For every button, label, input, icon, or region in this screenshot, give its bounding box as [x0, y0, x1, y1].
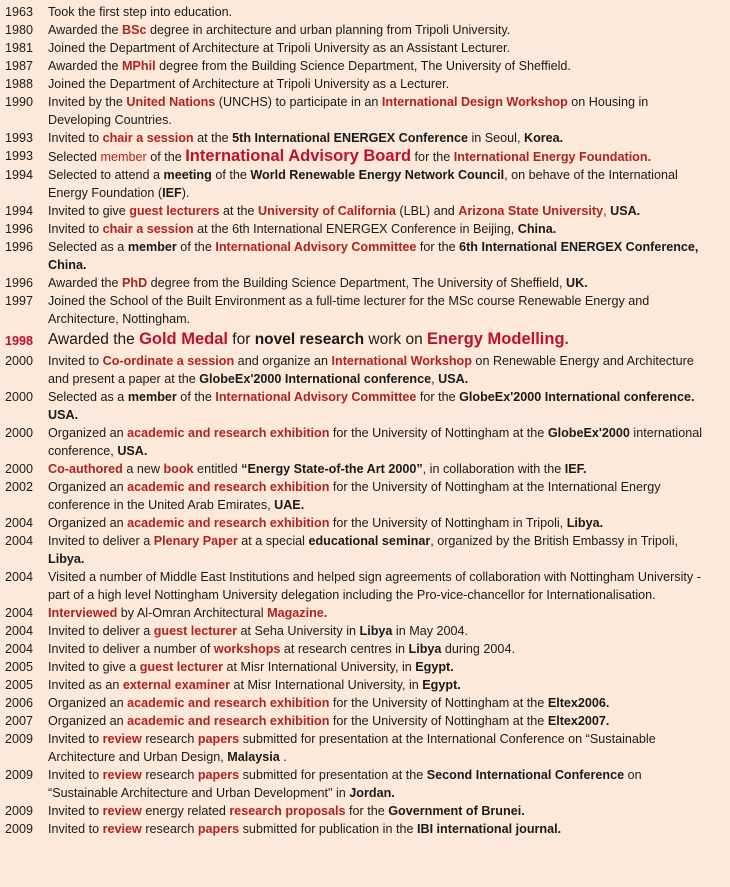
entry-year: 2000	[5, 462, 34, 476]
timeline-entry	[0, 514, 730, 532]
timeline-entry	[0, 820, 730, 838]
plain-text: Invited to	[48, 804, 103, 818]
highlight-text: Government of Brunei.	[388, 804, 525, 818]
highlight-text: Korea.	[523, 131, 564, 145]
plain-text: and organize an	[234, 354, 332, 368]
entry-year: 2005	[5, 660, 34, 674]
timeline-entry	[0, 352, 730, 388]
entry-text	[48, 424, 730, 460]
plain-text: research	[141, 768, 198, 782]
plain-text: for the	[411, 150, 454, 164]
plain-text: Joined the Department of Architecture at Tripoli University as a Lecturer.	[48, 77, 450, 91]
highlight-text: external examiner	[122, 678, 231, 692]
highlight-text: novel research	[254, 331, 365, 348]
plain-text: Selected	[48, 150, 101, 164]
highlight-text: 5th International ENERGEX Conference	[232, 131, 468, 145]
timeline-entry	[0, 75, 730, 93]
timeline-entry	[0, 220, 730, 238]
entry-text	[48, 274, 730, 292]
entry-year: 2009	[5, 732, 34, 746]
plain-text: Invited to give a	[48, 660, 140, 674]
highlight-text: review	[102, 732, 142, 746]
highlight-text: GlobeEx'2000 International conference	[199, 372, 432, 386]
plain-text: of the	[176, 240, 216, 254]
entry-text	[48, 3, 730, 21]
plain-text: for the University of Nottingham at the	[329, 714, 548, 728]
highlight-text: Malaysia	[227, 750, 280, 764]
plain-text: Selected as a	[48, 390, 128, 404]
timeline-entry	[0, 640, 730, 658]
entry-year: 1993	[5, 131, 34, 145]
timeline-entry	[0, 622, 730, 640]
entry-year: 1998	[5, 334, 34, 348]
entry-text	[48, 694, 730, 712]
timeline-entry	[0, 460, 730, 478]
entry-text	[48, 712, 730, 730]
plain-text: at Misr International University, in	[223, 660, 416, 674]
plain-text: Joined the Department of Architecture at Tripoli University as an Assistant Lecturer.	[48, 41, 510, 55]
highlight-text: member	[127, 240, 177, 254]
highlight-text: papers	[197, 768, 240, 782]
plain-text: research	[141, 822, 198, 836]
highlight-text: IEF.	[564, 462, 587, 476]
highlight-text: International Advisory Board	[185, 147, 412, 165]
highlight-text: guest lecturers	[129, 204, 220, 218]
plain-text: for	[227, 331, 255, 348]
highlight-text: member	[127, 390, 177, 404]
entry-year: 2000	[5, 426, 34, 440]
highlight-text: Second International Conference	[426, 768, 625, 782]
entry-year: 2004	[5, 624, 34, 638]
entry-text	[48, 328, 730, 351]
highlight-text: International Design Workshop	[381, 95, 568, 109]
plain-text: Organized an	[48, 696, 128, 710]
plain-text: for the University of Nottingham at the	[329, 696, 548, 710]
plain-text: , on behave of the International Energy Foundation (	[48, 168, 678, 200]
plain-text: Invited to	[48, 354, 103, 368]
timeline-entry	[0, 694, 730, 712]
timeline-entry	[0, 676, 730, 694]
plain-text: Invited to	[48, 131, 103, 145]
highlight-text: IEF	[162, 186, 182, 200]
plain-text: Invited to deliver a number of	[48, 642, 214, 656]
timeline-entry	[0, 568, 730, 604]
entry-text	[48, 658, 730, 676]
entry-text	[48, 39, 730, 57]
entry-year: 2004	[5, 534, 34, 548]
entry-year: 1996	[5, 240, 34, 254]
highlight-text: papers	[197, 732, 240, 746]
highlight-text: academic and research exhibition	[127, 714, 330, 728]
highlight-text: academic and research exhibition	[127, 426, 330, 440]
highlight-text: Co-authored	[48, 462, 123, 476]
timeline-entry	[0, 129, 730, 147]
plain-text: ,	[431, 372, 439, 386]
highlight-text: USA.	[438, 372, 469, 386]
highlight-text: Energy Modelling	[427, 330, 565, 348]
entry-year: 1987	[5, 59, 34, 73]
timeline-entry	[0, 532, 730, 568]
plain-text: Invited to deliver a	[48, 534, 154, 548]
entry-text	[48, 532, 730, 568]
entry-text	[48, 802, 730, 820]
highlight-text: Libya.	[566, 516, 604, 530]
plain-text: research	[141, 732, 198, 746]
plain-text: at Misr International University, in	[230, 678, 423, 692]
timeline-entry	[0, 802, 730, 820]
plain-text: of the	[146, 150, 186, 164]
highlight-text: International Advisory Committee	[215, 390, 417, 404]
plain-text: Invited to give	[48, 204, 130, 218]
highlight-text: World Renewable Energy Network Council	[250, 168, 505, 182]
plain-text: Took the first step into education.	[48, 5, 233, 19]
plain-text: at the	[193, 131, 233, 145]
entry-text	[48, 730, 730, 766]
timeline-entry	[0, 166, 730, 202]
plain-text: at a special	[237, 534, 309, 548]
plain-text: in Seoul,	[467, 131, 524, 145]
entry-text	[48, 220, 730, 238]
entry-text	[48, 514, 730, 532]
entry-year: 2004	[5, 642, 34, 656]
plain-text: submitted for publication in the	[239, 822, 417, 836]
plain-text: Invited to deliver a	[48, 624, 154, 638]
entry-text	[48, 57, 730, 75]
highlight-text: review	[102, 822, 142, 836]
highlight-text: workshops	[213, 642, 281, 656]
plain-text: a new	[122, 462, 164, 476]
plain-text: submitted for presentation at the International Conference on “Sustainable Architecture and Urban Design,	[48, 732, 656, 764]
highlight-text: Gold Medal	[139, 330, 228, 348]
plain-text: ,	[603, 204, 611, 218]
highlight-text: Jordan.	[349, 786, 395, 800]
plain-text: Visited a number of Middle East Institutions and helped sign agreements of collaboration with Nottingham University - part of a high level Nottingham University delegation including the Pro-vice-chancellor for Internationalisation.	[48, 570, 701, 602]
plain-text: Invited to	[48, 822, 103, 836]
entry-year: 1980	[5, 23, 34, 37]
plain-text: degree from the Building Science Department, The University of Sheffield,	[147, 276, 567, 290]
highlight-text: USA.	[610, 204, 641, 218]
entry-year: 2004	[5, 516, 34, 530]
highlight-text: educational seminar	[308, 534, 431, 548]
entry-year: 1981	[5, 41, 34, 55]
timeline-entry	[0, 658, 730, 676]
entry-text	[48, 93, 730, 129]
highlight-text: chair a session	[102, 131, 194, 145]
entry-year: 2005	[5, 678, 34, 692]
highlight-text: academic and research exhibition	[127, 516, 330, 530]
highlight-text: member	[100, 150, 147, 164]
entry-year: 2004	[5, 606, 34, 620]
plain-text: ).	[181, 186, 190, 200]
plain-text: at the 6th International ENERGEX Conference in Beijing,	[193, 222, 518, 236]
plain-text: Invited to	[48, 222, 103, 236]
highlight-text: United Nations	[126, 95, 216, 109]
highlight-text: guest lecturer	[153, 624, 238, 638]
entry-text	[48, 129, 730, 147]
entry-text	[48, 202, 730, 220]
timeline-entry	[0, 424, 730, 460]
highlight-text: International Advisory Committee	[215, 240, 417, 254]
highlight-text: Eltex2006.	[547, 696, 610, 710]
highlight-text: chair a session	[102, 222, 194, 236]
plain-text: Awarded the	[48, 276, 122, 290]
plain-text: , in collaboration with the	[422, 462, 565, 476]
plain-text: energy related	[141, 804, 230, 818]
plain-text: degree in architecture and urban planning from Tripoli University.	[146, 23, 511, 37]
timeline-entry	[0, 274, 730, 292]
plain-text: on Renewable Energy and Architecture and present a paper at the	[48, 354, 694, 386]
highlight-text: International Energy Foundation.	[453, 150, 652, 164]
timeline-entry	[0, 730, 730, 766]
entry-text	[48, 640, 730, 658]
entry-text	[48, 478, 730, 514]
entry-text	[48, 676, 730, 694]
highlight-text: .	[564, 331, 569, 348]
highlight-text: PhD	[121, 276, 148, 290]
highlight-text: Co-ordinate a session	[102, 354, 235, 368]
plain-text: Invited to	[48, 768, 103, 782]
highlight-text: Libya.	[48, 552, 85, 566]
entry-year: 2009	[5, 804, 34, 818]
highlight-text: research proposals	[229, 804, 346, 818]
entry-year: 1996	[5, 222, 34, 236]
highlight-text: guest lecturer	[139, 660, 224, 674]
highlight-text: Libya	[408, 642, 442, 656]
plain-text: of the	[176, 390, 216, 404]
highlight-text: International Workshop	[331, 354, 472, 368]
timeline-entry	[0, 57, 730, 75]
highlight-text: Egypt.	[422, 678, 461, 692]
entry-year: 1993	[5, 149, 34, 163]
highlight-text: review	[102, 804, 142, 818]
timeline-entry	[0, 147, 730, 166]
highlight-text: Interviewed	[48, 606, 118, 620]
plain-text: of the	[211, 168, 251, 182]
plain-text: (UNCHS) to participate in an	[215, 95, 382, 109]
timeline-entry	[0, 21, 730, 39]
plain-text: by Al-Omran Architectural	[117, 606, 268, 620]
highlight-text: 6th International ENERGEX Conference, China.	[48, 240, 699, 272]
plain-text: .	[279, 750, 287, 764]
plain-text: Invited as an	[48, 678, 123, 692]
entry-year: 2006	[5, 696, 34, 710]
entry-year: 1994	[5, 168, 34, 182]
plain-text: Selected as a	[48, 240, 128, 254]
highlight-text: academic and research exhibition	[127, 480, 330, 494]
highlight-text: Egypt.	[415, 660, 454, 674]
entry-text	[48, 292, 730, 328]
entry-year: 2000	[5, 354, 34, 368]
highlight-text: papers	[197, 822, 240, 836]
plain-text: Organized an	[48, 714, 128, 728]
entry-year: 1996	[5, 276, 34, 290]
plain-text: at research centres in	[280, 642, 409, 656]
entry-text	[48, 568, 730, 604]
plain-text: for the	[345, 804, 389, 818]
highlight-text: China.	[517, 222, 557, 236]
plain-text: Awarded the	[48, 59, 122, 73]
timeline-entry	[0, 39, 730, 57]
entry-year: 2000	[5, 390, 34, 404]
highlight-text: Magazine.	[267, 606, 328, 620]
timeline-entry	[0, 478, 730, 514]
entry-year: 1990	[5, 95, 34, 109]
plain-text: Awarded the	[48, 331, 140, 348]
plain-text: Invited by the	[48, 95, 127, 109]
entry-text	[48, 21, 730, 39]
plain-text: during 2004.	[441, 642, 515, 656]
highlight-text: UAE.	[274, 498, 305, 512]
timeline-entry	[0, 328, 730, 352]
highlight-text: IBI international journal.	[416, 822, 562, 836]
highlight-text: MPhil	[121, 59, 156, 73]
entry-text	[48, 75, 730, 93]
plain-text: for the	[416, 240, 460, 254]
entry-year: 1988	[5, 77, 34, 91]
entry-text	[48, 388, 730, 424]
plain-text: Joined the School of the Built Environment as a full-time lecturer for the MSc course Renewable Energy and Architecture, Nottingham.	[48, 294, 650, 326]
plain-text: in May 2004.	[392, 624, 469, 638]
highlight-text: University of California	[258, 204, 396, 218]
highlight-text: Arizona State University	[458, 204, 604, 218]
entry-year: 2007	[5, 714, 34, 728]
entry-year: 1994	[5, 204, 34, 218]
highlight-text: Libya	[359, 624, 393, 638]
timeline-entry	[0, 238, 730, 274]
highlight-text: Plenary Paper	[153, 534, 238, 548]
plain-text: on “Sustainable Architecture and Urban Development" in	[48, 768, 642, 800]
entry-year: 2009	[5, 822, 34, 836]
entry-text	[48, 622, 730, 640]
timeline-entry	[0, 3, 730, 21]
highlight-text: book	[163, 462, 194, 476]
plain-text: (LBL) and	[395, 204, 459, 218]
entry-year: 2004	[5, 570, 34, 584]
plain-text: international conference,	[48, 426, 703, 458]
plain-text: Organized an	[48, 516, 128, 530]
plain-text: degree from the Building Science Department, The University of Sheffield.	[155, 59, 571, 73]
timeline-entry	[0, 388, 730, 424]
entry-text	[48, 238, 730, 274]
entry-year: 2009	[5, 768, 34, 782]
entry-text	[48, 147, 730, 166]
plain-text: for the University of Nottingham at the	[329, 426, 548, 440]
highlight-text: UK.	[566, 276, 588, 290]
plain-text: submitted for presentation at the	[239, 768, 427, 782]
timeline-entry	[0, 604, 730, 622]
entry-text	[48, 352, 730, 388]
plain-text: , organized by the British Embassy in Tripoli,	[430, 534, 679, 548]
plain-text: Organized an	[48, 480, 128, 494]
highlight-text: academic and research exhibition	[127, 696, 330, 710]
plain-text: on Housing in Developing Countries.	[48, 95, 649, 127]
plain-text: for the University of Nottingham in Tripoli,	[329, 516, 567, 530]
highlight-text: GlobeEx'2000 International conference. USA.	[48, 390, 695, 422]
timeline-entry	[0, 202, 730, 220]
plain-text: entitled	[193, 462, 242, 476]
entry-text	[48, 166, 730, 202]
plain-text: for the	[416, 390, 460, 404]
highlight-text: USA.	[117, 444, 148, 458]
highlight-text: review	[102, 768, 142, 782]
timeline-entry	[0, 93, 730, 129]
entry-year: 1997	[5, 294, 34, 308]
entry-text	[48, 766, 730, 802]
entry-text	[48, 604, 730, 622]
plain-text: Organized an	[48, 426, 128, 440]
plain-text: Selected to attend a	[48, 168, 164, 182]
highlight-text: GlobeEx'2000	[547, 426, 630, 440]
plain-text: Awarded the	[48, 23, 122, 37]
highlight-text: meeting	[163, 168, 212, 182]
plain-text: Invited to	[48, 732, 103, 746]
highlight-text: Eltex2007.	[547, 714, 610, 728]
highlight-text: BSc	[121, 23, 147, 37]
timeline-entry	[0, 712, 730, 730]
plain-text: at the	[219, 204, 259, 218]
plain-text: for the University of Nottingham at the International Energy conference in the United Arab Emirates,	[48, 480, 661, 512]
timeline-entry	[0, 292, 730, 328]
plain-text: work on	[364, 331, 428, 348]
entry-year: 2002	[5, 480, 34, 494]
entry-year: 1963	[5, 5, 34, 19]
entry-text	[48, 460, 730, 478]
plain-text: at Seha University in	[237, 624, 360, 638]
entry-text	[48, 820, 730, 838]
timeline-entry	[0, 766, 730, 802]
highlight-text: “Energy State-of-the Art 2000”	[241, 462, 423, 476]
